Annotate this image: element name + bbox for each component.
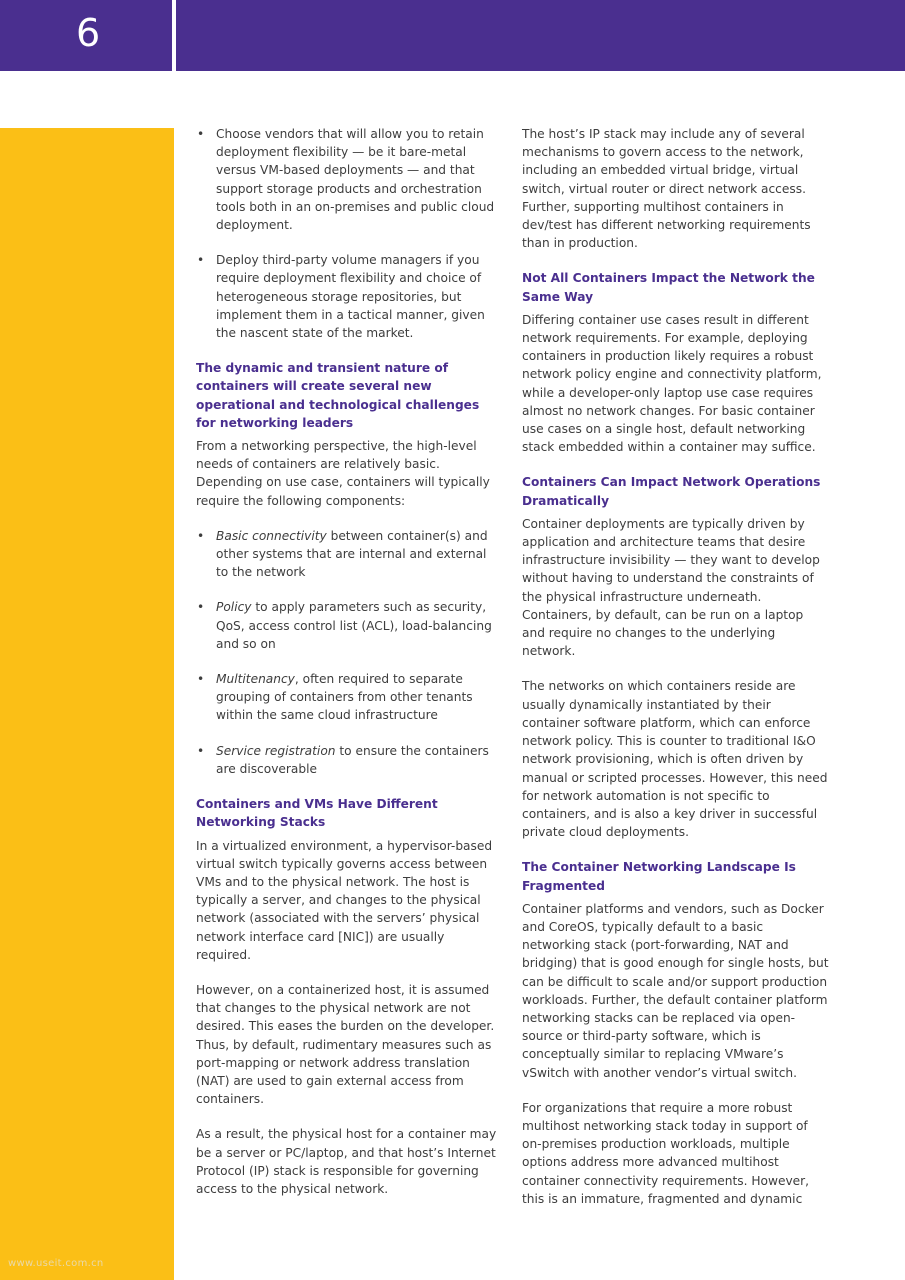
header-bar-left <box>0 0 172 71</box>
paragraph: For organizations that require a more robust multihost networking stack today in support of on-premises production workloads, multiple options address more advanced multihost container connectivity requirements. However, this is an immature, fragmented and dynamic <box>522 1100 810 1206</box>
paragraph: The host’s IP stack may include any of several mechanisms to govern access to the network, including an embedded virtual bridge, virtual switch, virtual router or direct network access. Further, supporting multihost containers in dev/test has different networking requirements than in production. <box>522 127 811 251</box>
section-heading: Containers and VMs Have Different Networking Stacks <box>196 797 438 830</box>
list-item-text: to apply parameters such as security, QoS, access control list (ACL), load-balancing and so on <box>216 600 492 651</box>
list-item <box>196 527 502 582</box>
list-item <box>196 598 502 653</box>
list-item-text: , often required to separate grouping of containers from other tenants within the same cloud infrastructure <box>216 672 473 723</box>
right-column <box>522 125 830 1225</box>
paragraph: From a networking perspective, the high-level needs of containers are relatively basic. Depending on use case, containers will typically require the following components: <box>196 439 490 508</box>
list-item <box>196 125 502 234</box>
section-heading: Containers Can Impact Network Operations Dramatically <box>522 475 821 508</box>
paragraph: The networks on which containers reside are usually dynamically instantiated by their container software platform, which can enforce network policy. This is counter to traditional I&O network provisioning, which is often driven by manual or scripted processes. However, this need for network automation is not specific to containers, and is also a key driver in successful private cloud deployments. <box>522 679 828 840</box>
paragraph: Container deployments are typically driven by application and architecture teams that desire infrastructure invisibility — they want to develop without having to understand the constraints of the physical infrastructure underneath. Containers, by default, can be run on a laptop and require no changes to the underlying network. <box>522 516 820 659</box>
list-item <box>196 742 502 778</box>
header-bar-right <box>176 0 905 71</box>
bullet-icon: • <box>197 743 205 758</box>
left-column <box>196 125 502 1215</box>
section-heading: Not All Containers Impact the Network the Same Way <box>522 271 815 304</box>
list-item-term: Basic connectivity <box>216 528 327 543</box>
list-item-term: Policy <box>216 600 252 615</box>
paragraph: In a virtualized environment, a hypervisor-based virtual switch typically governs access between VMs and to the physical network. The host is typically a server, and changes to the physical network (associated with the servers’ physical network interface card [NIC]) are usually required. <box>196 838 493 962</box>
list-item-term: Service registration <box>216 743 336 758</box>
list-item <box>196 251 502 342</box>
intro-bullet-list <box>196 125 502 342</box>
list-item-text: Choose vendors that will allow you to retain deployment flexibility — be it bare-metal versus VM-based deployments — and that support storage products and orchestration tools both in an on-premises and public cloud deployment. <box>216 127 495 233</box>
paragraph: Container platforms and vendors, such as Docker and CoreOS, typically default to a basic networking stack (port-forwarding, NAT and bridging) that is good enough for single hosts, but can be difficult to scale and/or support production workloads. Further, the default container platform networking stacks can be replaced via open-source or third-party software, which is conceptually similar to replacing VMware’s vSwitch with another vendor’s virtual switch. <box>522 901 829 1080</box>
sidebar-accent-bar <box>0 128 174 1280</box>
list-item-term: Multitenancy <box>216 672 295 687</box>
list-item-text: to ensure the containers are discoverable <box>216 743 489 776</box>
list-item <box>196 670 502 725</box>
bullet-icon: • <box>197 253 205 268</box>
paragraph: However, on a containerized host, it is assumed that changes to the physical network are not desired. This eases the burden on the developer. Thus, by default, rudimentary measures such as port-mapping or network address translation (NAT) are used to gain external access from containers. <box>196 982 495 1107</box>
bullet-icon: • <box>197 127 205 141</box>
list-item-text: between container(s) and other systems that are internal and external to the network <box>216 528 488 580</box>
paragraph: Differing container use cases result in different network requirements. For example, deploying containers in production likely requires a robust network policy engine and connectivity platform, while a developer-only laptop use case requires almost no network changes. For basic container use cases on a single host, default networking stack embedded within a container may suffice. <box>522 312 822 455</box>
bullet-icon: • <box>197 528 205 543</box>
component-bullet-list <box>196 527 502 778</box>
watermark: www.useit.com.cn <box>8 1258 104 1269</box>
list-item-text: Deploy third-party volume managers if you require deployment flexibility and choice of heterogeneous storage repositories, but implement them in a tactical manner, given the nascent state of the market. <box>216 253 485 341</box>
page-number: 6 <box>76 11 101 55</box>
paragraph: As a result, the physical host for a container may be a server or PC/laptop, and that host’s Internet Protocol (IP) stack is responsible for governing access to the physical network. <box>196 1127 497 1196</box>
section-heading: The Container Networking Landscape Is Fragmented <box>522 860 796 893</box>
section-heading: The dynamic and transient nature of containers will create several new operational and technological challenges for networking leaders <box>196 361 480 430</box>
bullet-icon: • <box>197 600 205 615</box>
bullet-icon: • <box>197 672 205 687</box>
